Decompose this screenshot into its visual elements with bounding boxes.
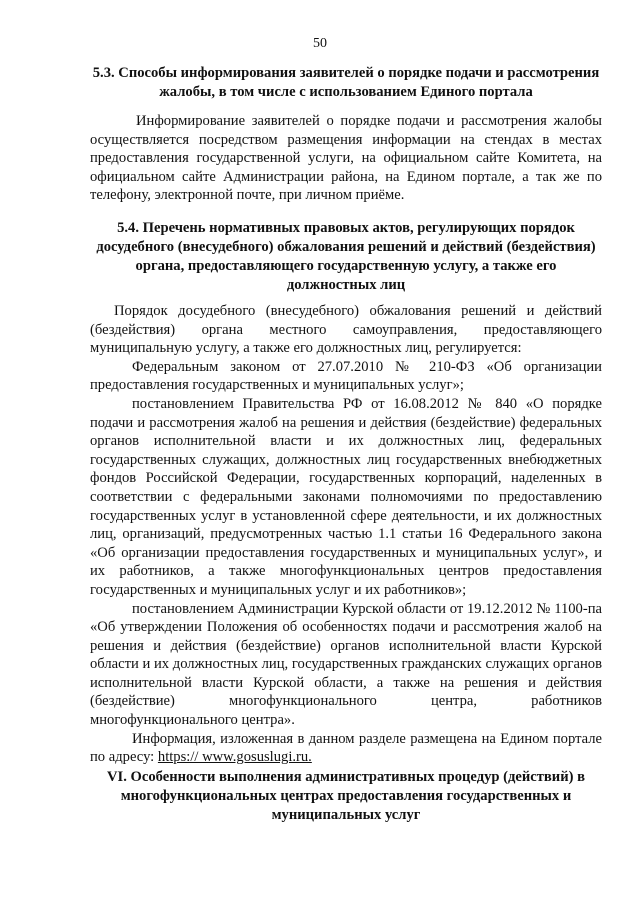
section-5-3-text: Информирование заявителей о порядке подачи и рассмотрения жалобы осуществляется посредством размещения информации на стендах в местах предоставления государственной услуги, на официальном сайте Комитета, на официальном сайте Администрации района, на Едином портале, а так же по телефону, электронной почте, при личном приёме. xyxy=(90,113,602,204)
portal-info xyxy=(90,730,602,767)
law-item-840: постановлением Правительства РФ от 16.08.2012 № 840 «О порядке подачи и рассмотрения жалоб на решения и действия (бездействие) федеральных органов исполнительной власти и их должностных лиц, федеральных государственных служащих, должностных лиц государственных внебюджетных фондов Российской Федерации, государственных корпораций, наделенных в соответствии с федеральными законами полномочиями по предоставлению государственных услуг в установленной сфере деятельности, и их должностных лиц, организаций, предусмотренных частью 1.1 статьи 16 Федерального закона «Об организации предоставления государственных и муниципальных услуг», и их работников, а также многофункциональных центров предоставления государственных и муниципальных услуг и их работников»; xyxy=(90,395,602,598)
section-5-4-heading: 5.4. Перечень нормативных правовых актов, регулирующих порядок досудебного (внесудебного) обжалования решений и действий (бездействия) органа, предоставляющего государственную услугу, а также его должностных лиц xyxy=(96,220,596,293)
section-5-4-intro: Порядок досудебного (внесудебного) обжалования решений и действий (бездействия) органа местного самоуправления, предоставляющего муниципальную услугу, а также его должностных лиц, регулируется: xyxy=(90,303,602,357)
page-number: 50 xyxy=(313,36,327,51)
gosuslugi-link[interactable]: https:// www.gosuslugi.ru. xyxy=(157,749,312,766)
section-5-3-heading: 5.3. Способы информирования заявителей о порядке подачи и рассмотрения жалобы, в том числе с использованием Единого портала xyxy=(92,65,600,100)
section-5-3-body xyxy=(90,112,602,205)
section-6-heading: VI. Особенности выполнения административных процедур (действий) в многофункциональных центрах предоставления государственных и муниципальных услуг xyxy=(107,769,585,823)
law-item-210fz: Федеральным законом от 27.07.2010 № 210-ФЗ «Об организации предоставления государственных и муниципальных услуг»; xyxy=(90,358,602,394)
portal-info-text: Информация, изложенная в данном разделе размещена на Едином портале по адресу: xyxy=(90,730,602,766)
section-5-4-body xyxy=(90,302,602,767)
law-item-1100pa: постановлением Администрации Курской области от 19.12.2012 № 1100-па «Об утверждении Положения об особенностях подачи и рассмотрения жалоб на решения и действия (бездействие) органов исполнительной власти Курской области и их должностных лиц, государственных гражданских служащих органов исполнительной власти Курской области, а также на решения и действия (бездействие) многофункционального центра, работников многофункционального центра». xyxy=(90,600,602,729)
